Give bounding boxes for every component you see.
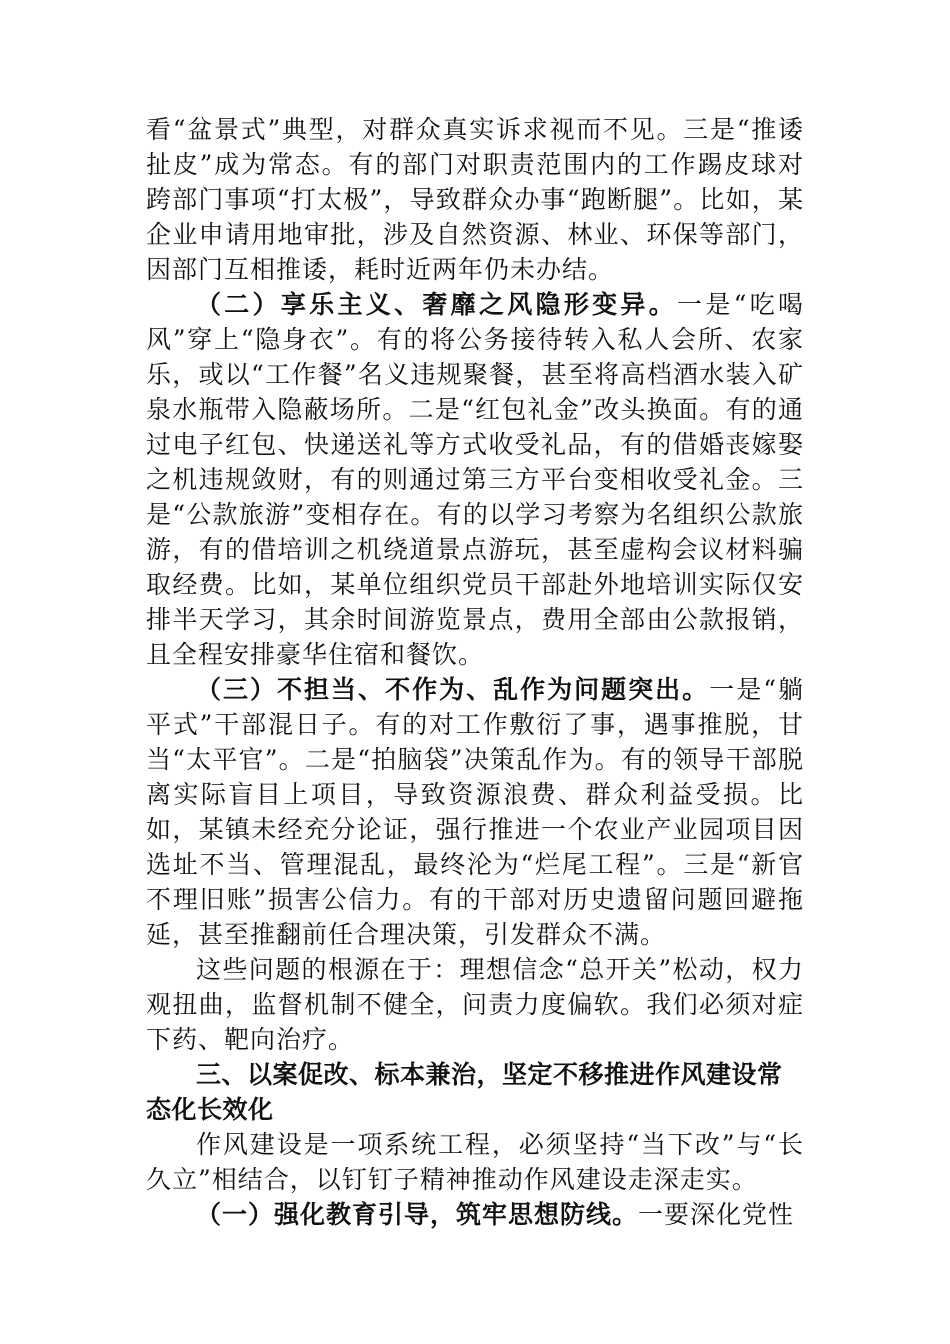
paragraph-1: 看“盆景式”典型，对群众真实诉求视而不见。三是“推诿扯皮”成为常态。有的部门对职责范围内的工作踢皮球对跨部门事项“打太极”，导致群众办事“跑断腿”。比如，某企业申请用地审批，涉及自然资源、林业、环保等部门，因部门互相推诿，耗时近两年仍未办结。: [146, 115, 804, 284]
section-heading-3: 三、以案促改、标本兼治，坚定不移推进作风建设常态化长效化: [146, 1060, 783, 1124]
paragraph-5: 作风建设是一项系统工程，必须坚持“当下改”与“长久立”相结合，以钉钉子精神推动作风建设走深走实。: [146, 1130, 804, 1194]
paragraph-4: 这些问题的根源在于：理想信念“总开关”松动，权力观扭曲，监督机制不健全，问责力度偏软。我们必须对症下药、靶向治疗。: [146, 955, 804, 1054]
paragraph-3-lead: （三）不担当、不作为、乱作为问题突出。: [196, 675, 710, 704]
paragraph-6-body: 一要深化党性: [638, 1200, 795, 1229]
paragraph-6-lead: （一）强化教育引导，筑牢思想防线。: [196, 1200, 639, 1229]
paragraph-2-lead: （二）享乐主义、奢靡之风隐形变异。: [196, 290, 678, 319]
paragraph-2: [146, 287, 804, 672]
paragraph-3-body: 一是“躺平式”干部混日子。有的对工作敷衍了事，遇事推脱，甘当“太平官”。二是“拍脑袋”决策乱作为。有的领导干部脱离实际盲目上项目，导致资源浪费、群众利益受损。比如，某镇未经充分论证，强行推进一个农业产业园项目因选址不当、管理混乱，最终沦为“烂尾工程”。三是“新官不理旧账”损害公信力。有的干部对历史遗留问题回避拖延，甚至推翻前任合理决策，引发群众不满。: [146, 675, 804, 949]
paragraph-6: [146, 1197, 804, 1232]
paragraph-3: [146, 672, 804, 952]
paragraph-2-body: 一是“吃喝风”穿上“隐身衣”。有的将公务接待转入私人会所、农家乐，或以“工作餐”名义违规聚餐，甚至将高档酒水装入矿泉水瓶带入隐蔽场所。二是“红包礼金”改头换面。有的通过电子红包、快递送礼等方式收受礼品，有的借婚丧嫁娶之机违规敛财，有的则通过第三方平台变相收受礼金。三是“公款旅游”变相存在。有的以学习考察为名组织公款旅游，有的借培训之机绕道景点游玩，甚至虚构会议材料骗取经费。比如，某单位组织党员干部赴外地培训实际仅安排半天学习，其余时间游览景点，费用全部由公款报销，且全程安排豪华住宿和餐饮。: [146, 290, 804, 669]
